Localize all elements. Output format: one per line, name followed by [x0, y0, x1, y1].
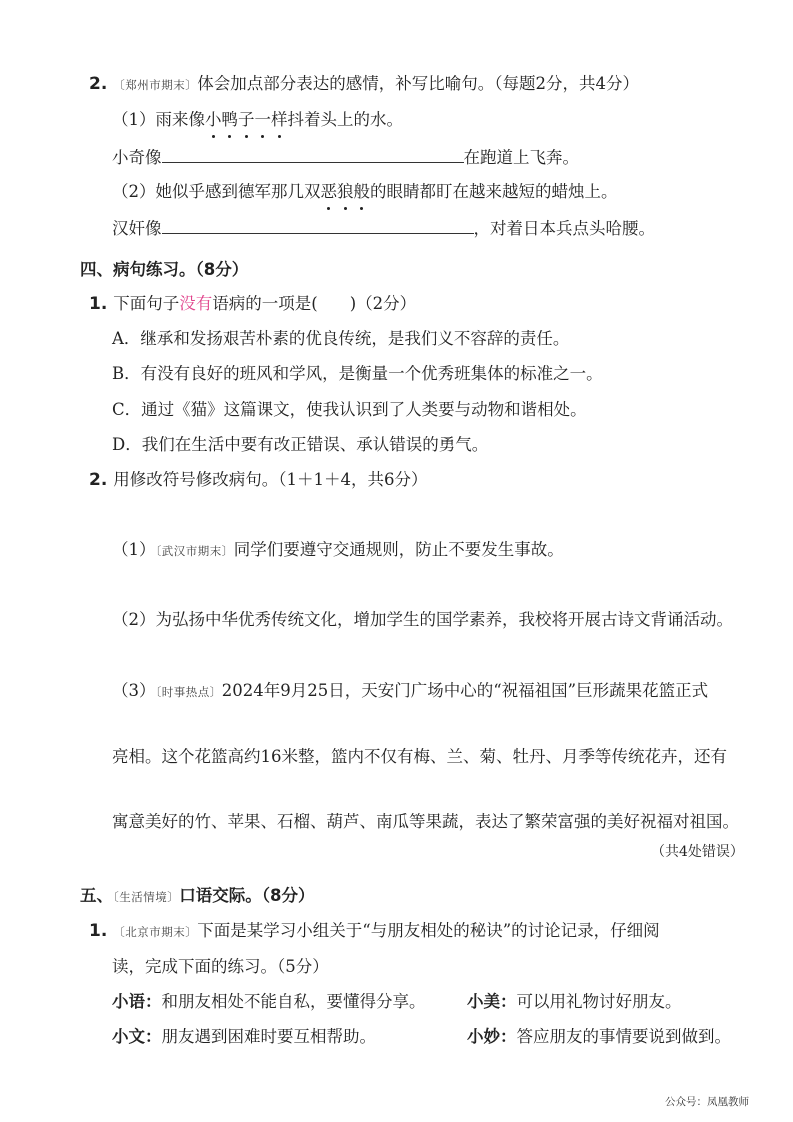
discussion-xiaowen — [112, 1025, 376, 1049]
answer-1-post: 在跑道上飞奔。 — [463, 148, 579, 167]
speaker-text: 可以用礼物讨好朋友。 — [516, 992, 682, 1011]
answer-line-2 — [112, 215, 655, 241]
question-5-1-line-1 — [89, 919, 660, 944]
dotted-char: 一 — [255, 108, 272, 132]
discussion-xiaomiao — [467, 1025, 731, 1049]
dotted-char: 样 — [271, 108, 288, 132]
sentence-2 — [112, 180, 618, 204]
option-a[interactable]: A．继承和发扬艰苦朴素的优良传统，是我们义不容辞的责任。 — [112, 329, 570, 348]
section-4-title: 四、病句练习。（8分） — [80, 260, 249, 279]
sentence-text: 同学们要遵守交通规则，防止不要发生事故。 — [233, 540, 564, 559]
speaker-name: 小妙： — [467, 1027, 517, 1046]
question-number: 2. — [89, 74, 108, 94]
discussion-xiaoyu — [112, 990, 426, 1014]
error-count-note: （共4处错误） — [651, 844, 744, 860]
dotted-char: 小 — [205, 108, 222, 132]
section-5-title — [80, 884, 314, 909]
sentence-1-post: 抖着头上的水。 — [287, 110, 403, 129]
speaker-name: 小美： — [467, 992, 517, 1011]
source-tag: 〔郑州市期末〕 — [113, 78, 198, 92]
answer-blank-2[interactable] — [162, 215, 474, 234]
dotted-char: 狼 — [337, 180, 354, 204]
faulty-sentence-3-line-2: 亮相。这个花篮高约16米整，篮内不仅有梅、兰、菊、牡丹、月季等传统花卉，还有 — [112, 747, 727, 766]
answer-2-pre: 汉奸像 — [112, 219, 162, 238]
speaker-text: 答应朋友的事情要说到做到。 — [516, 1027, 731, 1046]
source-tag: 〔生活情境〕 — [113, 890, 180, 904]
answer-blank-1[interactable] — [162, 144, 464, 163]
discussion-xiaomei — [467, 990, 682, 1014]
emphasis-dotted — [321, 182, 371, 201]
option-b[interactable]: B．有没有良好的班风和学风，是衡量一个优秀班集体的标准之一。 — [112, 364, 603, 383]
question-5-1-line-2: 读，完成下面的练习。（5分） — [112, 957, 329, 976]
speaker-text: 和朋友相处不能自私，要懂得分享。 — [161, 992, 426, 1011]
faulty-sentence-3-line-1 — [112, 679, 708, 704]
question-text-pre: 下面句子 — [113, 294, 180, 313]
option-d[interactable]: D．我们在生活中要有改正错误、承认错误的勇气。 — [112, 435, 489, 454]
answer-2-post: ，对着日本兵点头哈腰。 — [473, 219, 655, 238]
question-text: 下面是某学习小组关于“与朋友相处的秘诀”的讨论记录，仔细阅 — [197, 921, 660, 940]
section-title-text: 口语交际。（8分） — [179, 886, 315, 905]
speaker-name: 小文： — [112, 1027, 162, 1046]
dotted-char: 恶 — [321, 180, 338, 204]
source-tag: 〔时事热点〕 — [155, 685, 222, 699]
question-number: 2. — [89, 470, 108, 490]
sentence-2-pre: （2）她似乎感到德军那几双 — [112, 182, 321, 201]
faulty-sentence-1 — [112, 538, 564, 563]
faulty-sentence-2: （2）为弘扬中华优秀传统文化，增加学生的国学素养，我校将开展古诗文背诵活动。 — [112, 610, 733, 629]
source-tag: 〔北京市期末〕 — [113, 925, 198, 939]
question-text: 体会加点部分表达的感情，补写比喻句。（每题2分，共4分） — [197, 74, 640, 93]
sentence-1-pre: （1）雨来像 — [112, 110, 205, 129]
question-text: 用修改符号修改病句。（1＋1＋4，共6分） — [113, 470, 428, 489]
speaker-text: 朋友遇到困难时要互相帮助。 — [161, 1027, 376, 1046]
sentence-text: 2024年9月25日，天安门广场中心的“祝福祖国”巨形蔬果花篮正式 — [221, 681, 709, 700]
question-text-mid: 语病的一项是( — [212, 294, 318, 313]
emphasis-dotted — [205, 110, 288, 129]
dotted-char: 鸭 — [222, 108, 239, 132]
dotted-char: 子 — [238, 108, 255, 132]
sentence-1 — [112, 108, 403, 132]
question-4-1 — [89, 292, 416, 316]
question-number: 1. — [89, 294, 108, 314]
question-2-header — [89, 72, 639, 97]
speaker-name: 小语： — [112, 992, 162, 1011]
emphasis-pink: 没有 — [179, 294, 213, 313]
sentence-index: （1） — [112, 540, 156, 559]
sentence-index: （3） — [112, 681, 156, 700]
question-text-post: )（2分） — [349, 294, 417, 313]
question-number: 1. — [89, 921, 108, 941]
footer-watermark: 公众号：凤凰教师 — [665, 1096, 749, 1108]
option-c[interactable]: C．通过《猫》这篇课文，使我认识到了人类要与动物和谐相处。 — [112, 400, 587, 419]
section-index: 五、 — [80, 886, 113, 905]
question-4-2 — [89, 468, 428, 492]
faulty-sentence-3-line-3: 寓意美好的竹、苹果、石榴、葫芦、南瓜等果蔬，表达了繁荣富强的美好祝福对祖国。 — [112, 812, 739, 831]
answer-1-pre: 小奇像 — [112, 148, 162, 167]
answer-line-1 — [112, 144, 579, 170]
source-tag: 〔武汉市期末〕 — [155, 544, 234, 558]
sentence-2-post: 的眼睛都盯在越来越短的蜡烛上。 — [370, 182, 618, 201]
dotted-char: 般 — [354, 180, 371, 204]
